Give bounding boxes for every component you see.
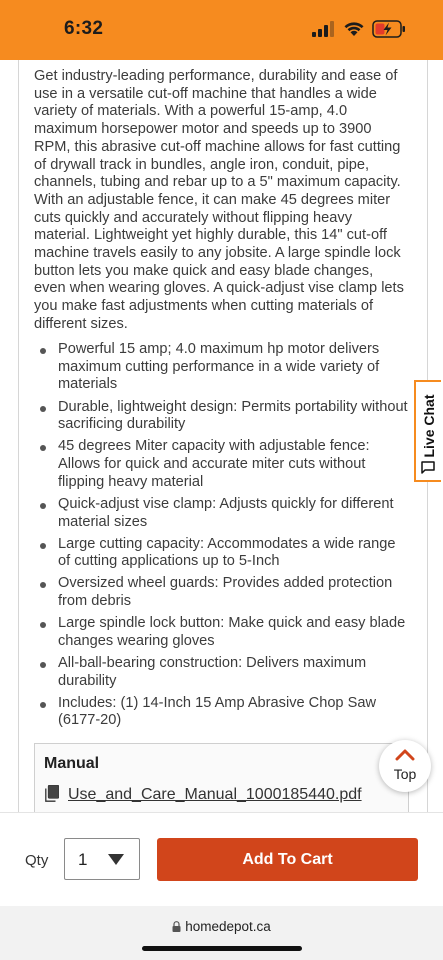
bullet-icon [40, 503, 46, 509]
top-label: Top [393, 766, 417, 782]
quantity-value: 1 [78, 850, 88, 869]
feature-item [34, 536, 410, 571]
bullet-icon [40, 702, 46, 708]
battery-charging-icon [372, 20, 406, 38]
caret-down-icon [108, 854, 124, 865]
home-indicator[interactable] [142, 946, 302, 951]
feature-text: Powerful 15 amp; 4.0 maximum hp motor delivers maximum cutting performance in a wide variety of materials [58, 341, 380, 393]
feature-text: All-ball-bearing construction: Delivers maximum durability [58, 654, 367, 689]
lock-icon [172, 921, 181, 932]
url-text: homedepot.ca [185, 919, 271, 934]
add-to-cart-button[interactable]: Add To Cart [157, 838, 418, 881]
quantity-select[interactable] [64, 838, 140, 880]
back-to-top-button[interactable] [379, 740, 431, 792]
manual-section [34, 743, 409, 812]
feature-item [34, 496, 410, 531]
status-time: 6:32 [64, 18, 104, 39]
manual-pdf-link[interactable]: Use_and_Care_Manual_1000185440.pdf [68, 786, 362, 803]
feature-item [34, 438, 410, 491]
feature-item [34, 341, 410, 394]
feature-text: Oversized wheel guards: Provides added protection from debris [58, 575, 393, 610]
feature-item [34, 655, 410, 690]
live-chat-tab[interactable] [414, 380, 441, 482]
purchase-bar [0, 812, 443, 907]
signal-icon [312, 21, 336, 37]
feature-text: Large cutting capacity: Accommodates a wide range of cutting applications up to 5-Inch [58, 535, 396, 570]
bullet-icon [40, 662, 46, 668]
feature-item [34, 575, 410, 610]
bullet-icon [40, 348, 46, 354]
manual-title: Manual [44, 755, 100, 772]
feature-item [34, 695, 410, 730]
feature-text: Includes: (1) 14-Inch 15 Amp Abrasive Chop Saw (6177-20) [58, 694, 376, 729]
status-bar [0, 0, 443, 60]
bullet-icon [40, 406, 46, 412]
feature-text: 45 degrees Miter capacity with adjustable fence: Allows for quick and accurate miter cuts without flipping heavy material [58, 438, 370, 490]
feature-text: Durable, lightweight design: Permits portability without sacrificing durability [58, 398, 408, 433]
product-details [0, 60, 443, 812]
feature-list [34, 341, 410, 735]
bullet-icon [40, 622, 46, 628]
url-display [0, 919, 443, 934]
wifi-icon [343, 20, 365, 37]
browser-url-bar[interactable] [0, 906, 443, 960]
bullet-icon [40, 445, 46, 451]
chevron-up-icon [395, 748, 415, 761]
document-icon [45, 785, 59, 802]
chat-icon [421, 461, 435, 474]
bullet-icon [40, 582, 46, 588]
product-description: Get industry-leading performance, durability and ease of use in a versatile cut-off machine that handles a wide variety of materials. With a powerful 15-amp, 4.0 maximum horsepower motor and speeds up to 3900 RPM, this abrasive cut-off machine allows for fast cutting of drywall track in bundles, angle iron, conduit, pipe, channels, tubing and rebar up to a 5" maximum capacity. With an adjustable fence, it can make 45 degrees miter cuts quickly and accurately without flipping heavy material. Lightweight yet highly durable, this 14" cut-off machine travels easily to any jobsite. A large spindle lock button lets you make quick and easy blade changes, even when wearing gloves. A quick-adjust vise clamp lets you make fast adjustments when cutting materials of different sizes. [34, 68, 404, 332]
live-chat-label: Live Chat [420, 394, 437, 458]
qty-label: Qty [25, 852, 49, 869]
feature-text: Large spindle lock button: Make quick and easy blade changes wearing gloves [58, 615, 406, 649]
feature-item [34, 399, 410, 434]
feature-text: Quick-adjust vise clamp: Adjusts quickly for different material sizes [58, 495, 394, 530]
bullet-icon [40, 543, 46, 549]
feature-item [34, 615, 410, 650]
